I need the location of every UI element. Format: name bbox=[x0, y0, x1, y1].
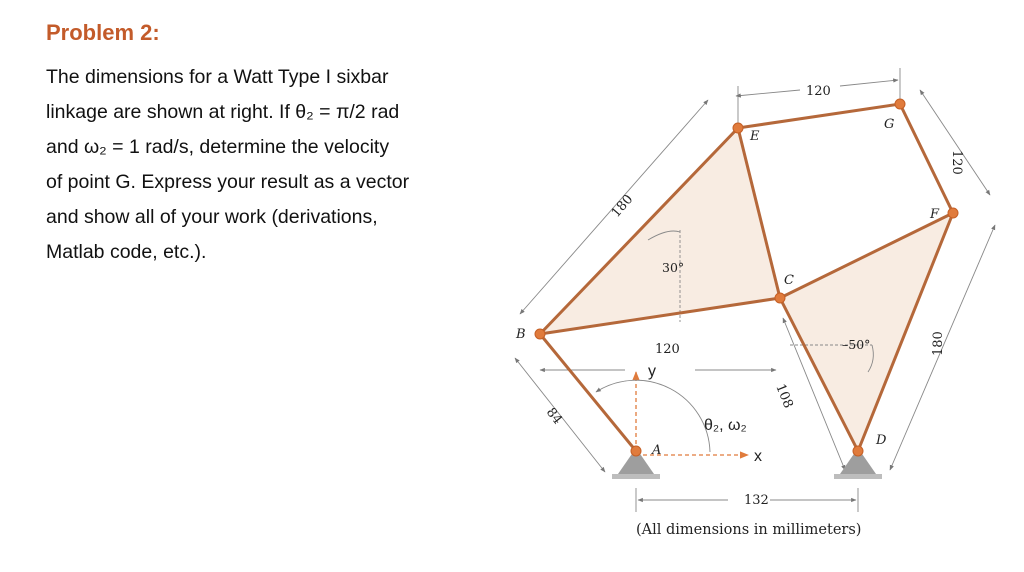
dim-vertical: 108 bbox=[772, 381, 796, 411]
label-d: D bbox=[876, 433, 887, 448]
angle-50-label: –50° bbox=[842, 337, 871, 352]
dim-mid: 120 bbox=[655, 342, 680, 357]
problem-line-3: and ω₂ = 1 rad/s, determine the velocity bbox=[46, 136, 390, 158]
dim-bottom: 132 bbox=[744, 493, 769, 508]
joint-c bbox=[775, 293, 785, 303]
label-e: E bbox=[750, 129, 760, 144]
link-ab bbox=[540, 334, 636, 451]
problem-title: Problem 2: bbox=[46, 20, 160, 45]
problem-line-6: Matlab code, etc.). bbox=[46, 241, 207, 263]
link-eg bbox=[738, 104, 900, 128]
problem-line-1: The dimensions for a Watt Type I sixbar bbox=[46, 66, 389, 88]
problem-line-5: and show all of your work (derivations, bbox=[46, 206, 378, 228]
label-f: F bbox=[930, 207, 940, 222]
link-cfd-shade bbox=[780, 213, 953, 451]
theta-arc bbox=[596, 380, 710, 452]
joint-e bbox=[733, 123, 743, 133]
axis-x-label: x bbox=[754, 448, 762, 465]
label-g: G bbox=[884, 117, 895, 132]
joint-g bbox=[895, 99, 905, 109]
joint-f bbox=[948, 208, 958, 218]
dim-left-long: 180 bbox=[608, 192, 637, 221]
label-c: C bbox=[784, 273, 794, 288]
angle-30-label: 30° bbox=[662, 260, 685, 275]
theta-omega-label: θ₂, ω₂ bbox=[704, 417, 747, 434]
problem-line-2: linkage are shown at right. If θ₂ = π/2 rad bbox=[46, 101, 400, 123]
units-caption: (All dimensions in millimeters) bbox=[636, 522, 862, 538]
dim-top: 120 bbox=[806, 84, 831, 99]
joint-d bbox=[853, 446, 863, 456]
joint-a bbox=[631, 446, 641, 456]
axis-y-label: y bbox=[648, 363, 656, 380]
label-a: A bbox=[652, 443, 662, 458]
joint-b bbox=[535, 329, 545, 339]
dim-right-upper: 120 bbox=[949, 150, 964, 175]
problem-line-4: of point G. Express your result as a vector bbox=[46, 171, 410, 193]
link-gf bbox=[900, 104, 953, 213]
dim-right-lower: 180 bbox=[931, 331, 946, 356]
dim-left-84: 84 bbox=[542, 405, 565, 428]
label-b: B bbox=[516, 327, 526, 342]
